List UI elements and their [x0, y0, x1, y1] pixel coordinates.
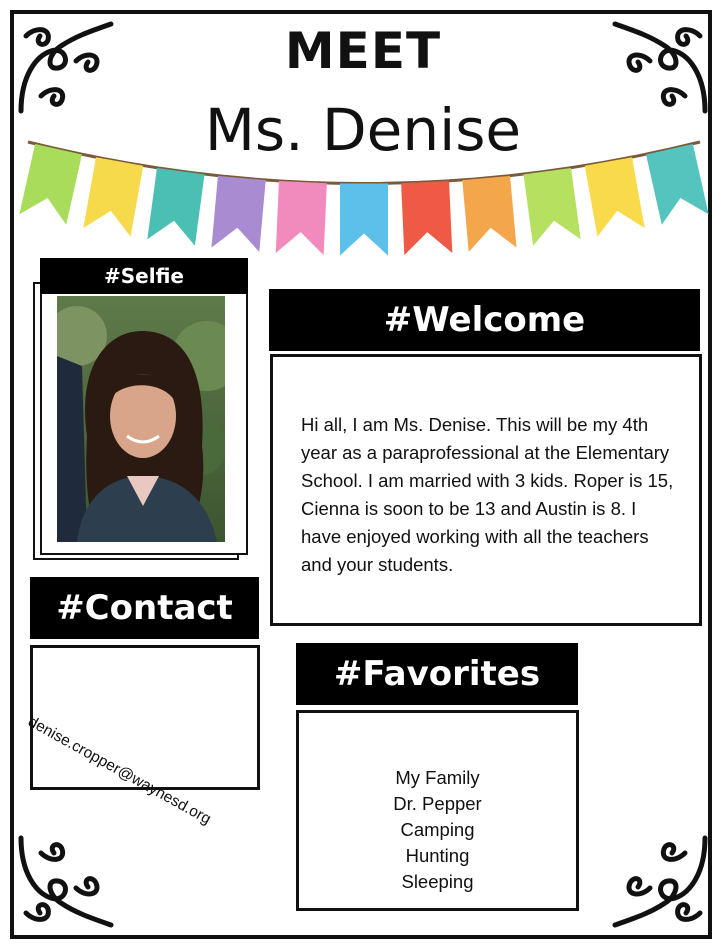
contact-box	[25, 645, 260, 828]
bunting-flag	[19, 144, 82, 225]
favorite-item: Hunting	[405, 845, 470, 866]
favorites-heading: #Favorites	[296, 643, 578, 705]
favorite-item: My Family	[395, 767, 480, 788]
corner-swirl-bottom-left-icon	[16, 828, 121, 933]
welcome-heading: #Welcome	[269, 289, 700, 351]
favorite-item: Camping	[400, 819, 475, 840]
selfie-label: #Selfie	[40, 258, 248, 294]
bunting-flag	[401, 181, 452, 255]
bunting-flag	[211, 176, 265, 252]
bunting-flag	[462, 176, 516, 252]
bunting-flag	[523, 168, 580, 246]
welcome-text: Hi all, I am Ms. Denise. This will be my 4th year as a paraprofessional at the Elementary School. I am married with 3 kids. Roper is 15, Cienna is soon to be 13 and Austin is 8. I have enjoyed working with all the teachers and your students.	[301, 414, 674, 575]
bunting-flag	[147, 168, 204, 246]
teacher-photo	[57, 296, 225, 542]
bunting-flag	[276, 181, 327, 255]
contact-email[interactable]: denise.cropper@waynesd.org	[25, 713, 214, 828]
welcome-box	[270, 354, 702, 626]
favorites-box	[296, 710, 579, 911]
favorite-item: Dr. Pepper	[393, 793, 482, 814]
title-meet: MEET	[284, 22, 442, 80]
corner-swirl-bottom-right-icon	[605, 828, 710, 933]
bunting-flag	[646, 144, 709, 225]
favorite-item: Sleeping	[401, 871, 474, 892]
bunting-flag	[340, 184, 388, 256]
contact-heading: #Contact	[30, 577, 259, 639]
bunting-flag	[83, 157, 143, 236]
bunting-flag	[585, 157, 645, 236]
favorites-list	[299, 765, 576, 895]
title-teacher-name: Ms. Denise	[204, 96, 522, 164]
